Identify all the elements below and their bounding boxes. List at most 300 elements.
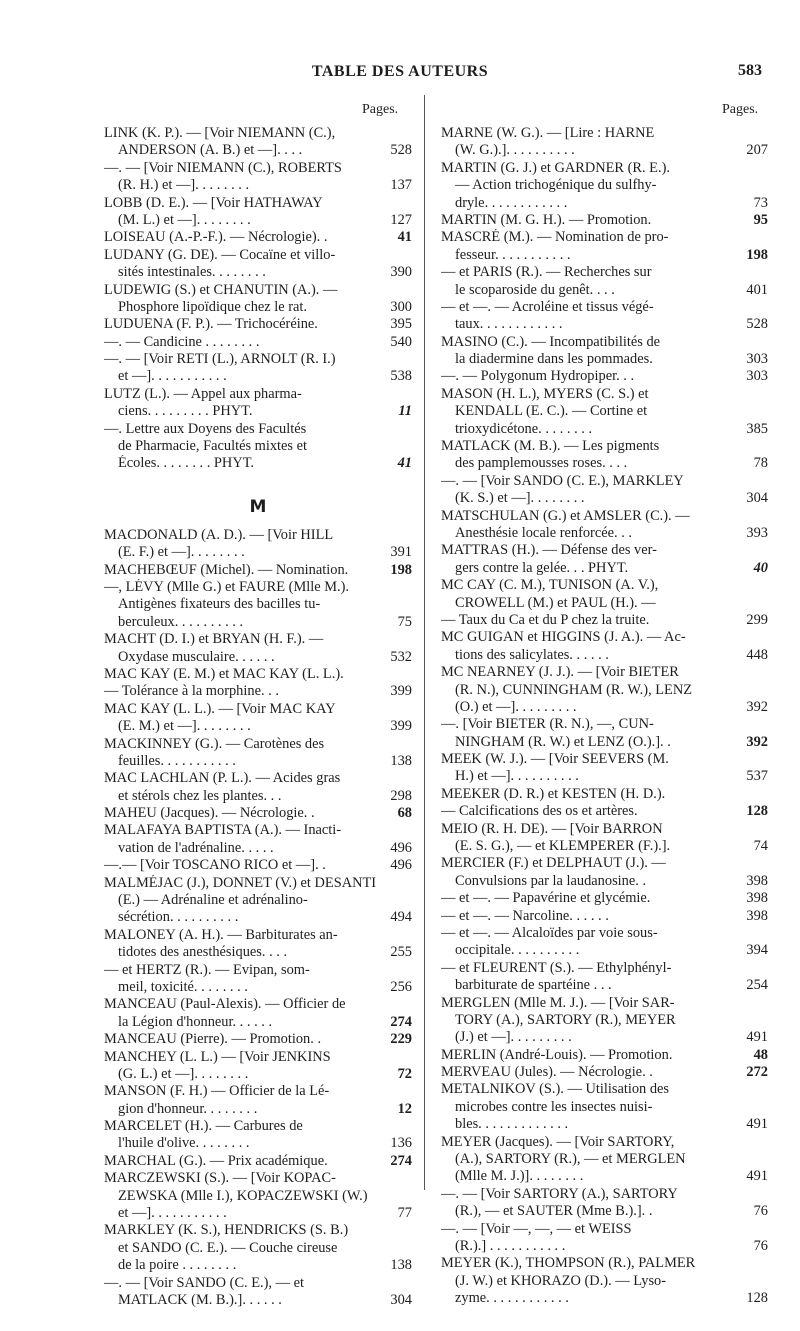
entry-text: — et —. — Narcoline. . . . . . xyxy=(441,907,609,924)
index-line xyxy=(441,716,768,733)
entry-text: MANCEAU (Pierre). — Promotion. . xyxy=(104,1031,322,1048)
entry-text: des pamplemousses roses. . . . xyxy=(455,455,628,472)
index-line xyxy=(104,788,412,805)
index-line xyxy=(104,386,412,403)
index-line xyxy=(441,247,768,264)
entry-text: trioxydicétone. . . . . . . . xyxy=(455,420,593,437)
index-line xyxy=(441,455,768,472)
entry-text: —, LÉVY (Mlle G.) et FAURE (Mlle M.). xyxy=(104,578,350,595)
index-line xyxy=(104,962,412,979)
page-ref: 198 xyxy=(743,247,768,264)
page-ref: 138 xyxy=(387,753,412,770)
index-line xyxy=(104,212,412,229)
entry-text: MALAFAYA BAPTISTA (A.). — Inacti- xyxy=(104,822,342,839)
entry-text: (R. N.), CUNNINGHAM (R. W.), LENZ xyxy=(455,681,693,698)
page-ref: 392 xyxy=(743,699,768,716)
index-line xyxy=(104,701,412,718)
page-ref: 95 xyxy=(751,212,768,229)
page-ref: 128 xyxy=(743,1290,768,1307)
page-ref: 48 xyxy=(751,1047,768,1064)
index-line xyxy=(441,438,768,455)
index-line xyxy=(104,160,412,177)
index-line xyxy=(441,1029,768,1046)
index-line xyxy=(104,455,412,472)
entry-text: MEYER (Jacques). — [Voir SARTORY, xyxy=(441,1133,675,1150)
entry-text: ZEWSKA (Mlle I.), KOPACZEWSKI (W.) xyxy=(118,1187,368,1204)
page-ref: 390 xyxy=(387,264,412,281)
index-line xyxy=(441,1116,768,1133)
entry-text: — Taux du Ca et du P chez la truite. xyxy=(441,611,650,628)
page-ref: 532 xyxy=(387,649,412,666)
index-line xyxy=(441,786,768,803)
index-line xyxy=(104,316,412,333)
index-line xyxy=(104,944,412,961)
index-line xyxy=(104,351,412,368)
entry-text: MASINO (C.). — Incompatibilités de xyxy=(441,333,661,350)
page-ref: 11 xyxy=(395,403,412,420)
entry-text: MAC KAY (E. M.) et MAC KAY (L. L.). xyxy=(104,665,344,682)
entry-text: MAC KAY (L. L.). — [Voir MAC KAY xyxy=(104,700,336,717)
index-line xyxy=(441,160,768,177)
index-line xyxy=(104,125,412,142)
index-line xyxy=(441,647,768,664)
index-line xyxy=(441,908,768,925)
index-line xyxy=(441,1047,768,1064)
page-ref: 494 xyxy=(387,909,412,926)
entry-text: MANCHEY (L. L.) — [Voir JENKINS xyxy=(104,1048,331,1065)
index-line xyxy=(441,1186,768,1203)
index-line xyxy=(441,368,768,385)
index-line xyxy=(441,1290,768,1307)
index-line xyxy=(104,1240,412,1257)
page-ref: 528 xyxy=(743,316,768,333)
index-line xyxy=(441,734,768,751)
page-ref: 254 xyxy=(743,977,768,994)
entry-text: MC CAY (C. M.), TUNISON (A. V.), xyxy=(441,577,659,594)
column-divider xyxy=(424,95,425,1190)
page-ref: 207 xyxy=(743,142,768,159)
page-ref: 393 xyxy=(743,525,768,542)
entry-text: (R.).] . . . . . . . . . . . xyxy=(455,1238,566,1254)
index-line xyxy=(441,577,768,594)
entry-text: MARTIN (M. G. H.). — Promotion. xyxy=(441,211,652,228)
index-line xyxy=(441,421,768,438)
entry-text: —. — [Voir SANDO (C. E.), MARKLEY xyxy=(441,472,684,489)
index-line xyxy=(104,1205,412,1222)
entry-text: MARCZEWSKI (S.). — [Voir KOPAC- xyxy=(104,1170,336,1187)
pages-label-right: Pages. xyxy=(722,102,759,117)
index-line xyxy=(104,822,412,839)
page-ref: 391 xyxy=(387,544,412,561)
index-line xyxy=(104,177,412,194)
entry-text: — Tolérance à la morphine. . . xyxy=(104,683,279,700)
entry-text: MEIO (R. H. DE). — [Voir BARRON xyxy=(441,820,663,837)
page-ref: 229 xyxy=(387,1031,412,1048)
index-line xyxy=(104,562,412,579)
index-line xyxy=(441,560,768,577)
index-line xyxy=(104,1275,412,1292)
index-line xyxy=(104,649,412,666)
entry-text: MEEK (W. J.). — [Voir SEEVERS (M. xyxy=(441,751,669,768)
index-line xyxy=(441,1238,768,1255)
index-line xyxy=(104,142,412,159)
index-line xyxy=(441,490,768,507)
entry-text: (E. M.) et —]. . . . . . . . xyxy=(118,718,251,735)
index-line xyxy=(441,316,768,333)
index-line xyxy=(441,855,768,872)
page-ref: 398 xyxy=(743,873,768,890)
index-line xyxy=(104,1049,412,1066)
index-line xyxy=(104,1257,412,1274)
entry-text: MALONEY (A. H.). — Barbiturates an- xyxy=(104,926,338,943)
index-line xyxy=(441,942,768,959)
index-line xyxy=(104,736,412,753)
page-ref: 198 xyxy=(387,562,412,579)
index-list-right xyxy=(441,125,768,1308)
index-line xyxy=(104,421,412,438)
entry-text: meil, toxicité. . . . . . . . xyxy=(118,978,248,995)
index-line xyxy=(104,403,412,420)
section-letter: M xyxy=(249,496,267,517)
page-ref: 491 xyxy=(743,1116,768,1133)
entry-text: MC NEARNEY (J. J.). — [Voir BIETER xyxy=(441,664,679,681)
entry-text: —. — [Voir NIEMANN (C.), ROBERTS xyxy=(104,159,342,176)
index-line xyxy=(441,264,768,281)
page-ref: 394 xyxy=(743,942,768,959)
index-line xyxy=(104,996,412,1013)
index-line xyxy=(104,368,412,385)
entry-text: et —]. . . . . . . . . . . xyxy=(118,368,227,385)
index-line xyxy=(441,1099,768,1116)
index-line xyxy=(104,438,412,455)
entry-text: NINGHAM (R. W.) et LENZ (O.).]. . xyxy=(455,733,671,750)
entry-text: MASON (H. L.), MYERS (C. S.) et xyxy=(441,385,649,402)
page-ref: 300 xyxy=(387,299,412,316)
page-ref: 448 xyxy=(743,647,768,664)
index-line xyxy=(104,1031,412,1048)
entry-text: MC GUIGAN et HIGGINS (J. A.). — Ac- xyxy=(441,629,686,646)
entry-text: et stérols chez les plantes. . . xyxy=(118,787,282,804)
entry-text: zyme. . . . . . . . . . . . xyxy=(455,1290,569,1307)
index-line xyxy=(104,264,412,281)
page-ref: 537 xyxy=(743,768,768,785)
entry-text: MANSON (F. H.) — Officier de la Lé- xyxy=(104,1083,330,1100)
entry-text: —. — [Voir SANDO (C. E.), — et xyxy=(104,1274,304,1291)
entry-text: — et PARIS (R.). — Recherches sur xyxy=(441,264,652,281)
page-ref: 136 xyxy=(387,1135,412,1152)
index-line xyxy=(104,299,412,316)
index-line xyxy=(441,1273,768,1290)
index-line xyxy=(104,909,412,926)
entry-text: (R.), — et SAUTER (Mme B.).]. . xyxy=(455,1203,653,1220)
index-line xyxy=(104,579,412,596)
index-line xyxy=(441,1081,768,1098)
entry-text: (A.), SARTORY (R.), — et MERGLEN xyxy=(455,1151,686,1168)
entry-text: MATTRAS (H.). — Défense des ver- xyxy=(441,542,657,559)
index-line xyxy=(104,840,412,857)
page-ref: 78 xyxy=(751,455,768,472)
entry-text: —. — [Voir —, —, — et WEISS xyxy=(441,1220,632,1237)
page-ref: 304 xyxy=(387,1292,412,1309)
page-ref: 528 xyxy=(387,142,412,159)
page-ref: 303 xyxy=(743,368,768,385)
entry-text: — et —. — Acroléine et tissus végé- xyxy=(441,298,654,315)
page-ref: 299 xyxy=(743,612,768,629)
index-line xyxy=(104,805,412,822)
index-line xyxy=(441,282,768,299)
index-line xyxy=(104,683,412,700)
entry-text: ciens. . . . . . . . . PHYT. xyxy=(118,403,253,420)
entry-text: MALMÉJAC (J.), DONNET (V.) et DESANTI xyxy=(104,874,377,891)
entry-text: MERLIN (André-Louis). — Promotion. xyxy=(441,1046,673,1063)
page-ref: 491 xyxy=(743,1168,768,1185)
index-line xyxy=(104,770,412,787)
right-column xyxy=(441,125,768,1308)
entry-text: (E. S. G.), — et KLEMPERER (F.).]. xyxy=(455,838,671,855)
index-line xyxy=(441,125,768,142)
index-line xyxy=(441,925,768,942)
entry-text: MARCELET (H.). — Carbures de xyxy=(104,1118,303,1135)
index-line xyxy=(104,334,412,351)
entry-text: (K. S.) et —]. . . . . . . . xyxy=(455,490,585,507)
entry-text: Antigènes fixateurs des bacilles tu- xyxy=(118,596,321,613)
entry-text: LUDUENA (F. P.). — Trichocéréine. xyxy=(104,316,318,333)
entry-text: MERCIER (F.) et DELPHAUT (J.). — xyxy=(441,855,666,872)
index-line xyxy=(104,1222,412,1239)
index-line xyxy=(441,960,768,977)
index-line xyxy=(104,1292,412,1309)
page-ref: 399 xyxy=(387,718,412,735)
index-line xyxy=(104,857,412,874)
entry-text: LOISEAU (A.-P.-F.). — Nécrologie). . xyxy=(104,229,328,246)
page-ref: 496 xyxy=(387,840,412,857)
entry-text: MATSCHULAN (G.) et AMSLER (C.). — xyxy=(441,507,690,524)
index-line xyxy=(104,527,412,544)
page-ref: 77 xyxy=(395,1205,412,1222)
entry-text: et —]. . . . . . . . . . . xyxy=(118,1205,227,1222)
index-line xyxy=(104,631,412,648)
index-list-m xyxy=(104,527,412,1310)
index-line xyxy=(104,927,412,944)
entry-text: H.) et —]. . . . . . . . . . xyxy=(455,768,579,785)
entry-text: l'huile d'olive. . . . . . . . xyxy=(118,1135,250,1152)
page-ref: 76 xyxy=(751,1203,768,1220)
index-line xyxy=(104,1101,412,1118)
entry-text: MEEKER (D. R.) et KESTEN (H. D.). xyxy=(441,785,666,802)
index-line xyxy=(441,142,768,159)
index-line xyxy=(104,1083,412,1100)
page-ref: 255 xyxy=(387,944,412,961)
index-line xyxy=(441,977,768,994)
page-ref: 538 xyxy=(387,368,412,385)
entry-text: CROWELL (M.) et PAUL (H.). — xyxy=(455,594,656,611)
entry-text: gion d'honneur. . . . . . . . xyxy=(118,1100,258,1117)
entry-text: METALNIKOV (S.). — Utilisation des xyxy=(441,1081,670,1098)
index-line xyxy=(104,544,412,561)
index-line xyxy=(104,979,412,996)
entry-text: occipitale. . . . . . . . . . xyxy=(455,942,580,959)
entry-text: la diadermine dans les pommades. xyxy=(455,351,653,368)
index-line xyxy=(441,838,768,855)
index-line xyxy=(441,525,768,542)
entry-text: MATLACK (M. B.). — Les pigments xyxy=(441,438,660,455)
index-list-l xyxy=(104,125,412,473)
entry-text: MARKLEY (K. S.), HENDRICKS (S. B.) xyxy=(104,1222,349,1239)
pages-label-left: Pages. xyxy=(362,102,399,117)
index-line xyxy=(104,247,412,264)
page-ref: 272 xyxy=(743,1064,768,1081)
entry-text: LOBB (D. E.). — [Voir HATHAWAY xyxy=(104,194,323,211)
entry-text: microbes contre les insectes nuisi- xyxy=(455,1098,653,1115)
page-ref: 274 xyxy=(387,1153,412,1170)
index-line xyxy=(441,1134,768,1151)
page-ref: 399 xyxy=(387,683,412,700)
entry-text: MANCEAU (Paul-Alexis). — Officier de xyxy=(104,996,346,1013)
index-line xyxy=(104,596,412,613)
page-ref: 137 xyxy=(387,177,412,194)
entry-text: Phosphore lipoïdique chez le rat. xyxy=(118,298,308,315)
entry-text: de la poire . . . . . . . . xyxy=(118,1257,237,1274)
entry-text: MARTIN (G. J.) et GARDNER (R. E.). xyxy=(441,159,670,176)
entry-text: (M. L.) et —]. . . . . . . . xyxy=(118,211,251,228)
index-line xyxy=(441,542,768,559)
index-line xyxy=(104,1153,412,1170)
index-line xyxy=(441,212,768,229)
index-line xyxy=(441,1203,768,1220)
entry-text: MAHEU (Jacques). — Nécrologie. . xyxy=(104,805,315,822)
entry-text: sécrétion. . . . . . . . . . xyxy=(118,909,239,926)
entry-text: bles. . . . . . . . . . . . . xyxy=(455,1116,569,1133)
index-line xyxy=(441,803,768,820)
page-ref: 72 xyxy=(395,1066,412,1083)
page-ref: 540 xyxy=(387,334,412,351)
page-ref: 491 xyxy=(743,1029,768,1046)
entry-text: — et FLEURENT (S.). — Ethylphényl- xyxy=(441,959,672,976)
entry-text: —. Lettre aux Doyens des Facultés xyxy=(104,420,307,437)
index-line xyxy=(104,195,412,212)
entry-text: —. — Candicine . . . . . . . . xyxy=(104,333,260,350)
entry-text: MATLACK (M. B.).]. . . . . . xyxy=(118,1292,282,1308)
index-line xyxy=(441,334,768,351)
page-number: 583 xyxy=(738,62,762,79)
index-line xyxy=(104,718,412,735)
entry-text: MACHEBŒUF (Michel). — Nomination. xyxy=(104,561,349,578)
page-ref: 128 xyxy=(743,803,768,820)
entry-text: —. — [Voir SARTORY (A.), SARTORY xyxy=(441,1185,678,1202)
entry-text: (G. L.) et —]. . . . . . . . xyxy=(118,1065,249,1082)
index-line xyxy=(441,508,768,525)
index-line xyxy=(104,892,412,909)
entry-text: MERGLEN (Mlle M. J.). — [Voir SAR- xyxy=(441,994,675,1011)
page-ref: 304 xyxy=(743,490,768,507)
entry-text: fesseur. . . . . . . . . . . xyxy=(455,246,571,263)
index-line xyxy=(104,282,412,299)
entry-text: KENDALL (E. C.). — Cortine et xyxy=(455,403,648,420)
index-line xyxy=(441,1168,768,1185)
entry-text: — et HERTZ (R.). — Evipan, som- xyxy=(104,961,310,978)
index-line xyxy=(441,664,768,681)
index-line xyxy=(441,873,768,890)
entry-text: LUDANY (G. DE). — Cocaïne et villo- xyxy=(104,246,336,263)
entry-text: MARCHAL (G.). — Prix académique. xyxy=(104,1152,328,1169)
entry-text: dryle. . . . . . . . . . . . xyxy=(455,194,568,211)
page-ref: 76 xyxy=(751,1238,768,1255)
index-line xyxy=(441,699,768,716)
entry-text: berculeux. . . . . . . . . . xyxy=(118,613,244,630)
index-line xyxy=(441,890,768,907)
entry-text: (J.) et —]. . . . . . . . . xyxy=(455,1029,572,1046)
index-line xyxy=(441,995,768,1012)
entry-text: de Pharmacie, Facultés mixtes et xyxy=(118,438,308,455)
entry-text: MERVEAU (Jules). — Nécrologie. . xyxy=(441,1064,653,1081)
entry-text: —.— [Voir TOSCANO RICO et —]. . xyxy=(104,857,326,874)
index-line xyxy=(441,403,768,420)
page-ref: 68 xyxy=(395,805,412,822)
index-line xyxy=(441,1255,768,1272)
entry-text: barbiturate de spartéine . . . xyxy=(455,977,612,994)
entry-text: la Légion d'honneur. . . . . . xyxy=(118,1013,273,1030)
entry-text: MACKINNEY (G.). — Carotènes des xyxy=(104,735,325,752)
page-ref: 385 xyxy=(743,421,768,438)
index-line xyxy=(441,751,768,768)
page-ref: 75 xyxy=(395,614,412,631)
entry-text: (Mlle M. J.)]. . . . . . . . xyxy=(455,1168,584,1185)
index-line xyxy=(441,299,768,316)
index-line xyxy=(441,595,768,612)
entry-text: taux. . . . . . . . . . . . xyxy=(455,316,563,333)
entry-text: (E.) — Adrénaline et adrénalino- xyxy=(118,892,308,909)
entry-text: feuilles. . . . . . . . . . . xyxy=(118,752,236,769)
index-line xyxy=(104,1170,412,1187)
entry-text: — Calcifications des os et artères. xyxy=(441,803,638,820)
page-ref: 298 xyxy=(387,788,412,805)
page-ref: 12 xyxy=(395,1101,412,1118)
entry-text: —. — [Voir RETI (L.), ARNOLT (R. I.) xyxy=(104,351,336,368)
entry-text: Écoles. . . . . . . . PHYT. xyxy=(118,455,255,472)
page-ref: 256 xyxy=(387,979,412,996)
index-line xyxy=(104,875,412,892)
entry-text: — et —. — Papavérine et glycémie. xyxy=(441,890,651,907)
entry-text: et SANDO (C. E.). — Couche cireuse xyxy=(118,1239,338,1256)
entry-text: ANDERSON (A. B.) et —]. . . . xyxy=(118,142,303,159)
index-line xyxy=(441,229,768,246)
entry-text: MASCRÉ (M.). — Nomination de pro- xyxy=(441,229,669,246)
entry-text: LINK (K. P.). — [Voir NIEMANN (C.), xyxy=(104,125,336,141)
index-line xyxy=(441,177,768,194)
index-line xyxy=(441,612,768,629)
entry-text: Anesthésie locale renforcée. . . xyxy=(455,524,632,541)
index-line xyxy=(441,1151,768,1168)
index-line xyxy=(104,1118,412,1135)
index-line xyxy=(441,351,768,368)
index-line xyxy=(104,1066,412,1083)
page-ref: 138 xyxy=(387,1257,412,1274)
page-ref: 73 xyxy=(751,195,768,212)
entry-text: — et —. — Alcaloïdes par voie sous- xyxy=(441,924,658,941)
page-ref: 398 xyxy=(743,908,768,925)
entry-text: MEYER (K.), THOMPSON (R.), PALMER xyxy=(441,1255,696,1272)
index-line xyxy=(104,666,412,683)
entry-text: Convulsions par la laudanosine. . xyxy=(455,872,647,889)
page-ref: 274 xyxy=(387,1014,412,1031)
entry-text: vation de l'adrénaline. . . . . xyxy=(118,839,274,856)
running-title: TABLE DES AUTEURS xyxy=(311,63,489,80)
left-column xyxy=(104,125,412,1309)
entry-text: (E. F.) et —]. . . . . . . . xyxy=(118,544,245,561)
index-line xyxy=(441,629,768,646)
entry-text: — Action trichogénique du sulfhy- xyxy=(455,177,657,194)
index-line xyxy=(104,229,412,246)
